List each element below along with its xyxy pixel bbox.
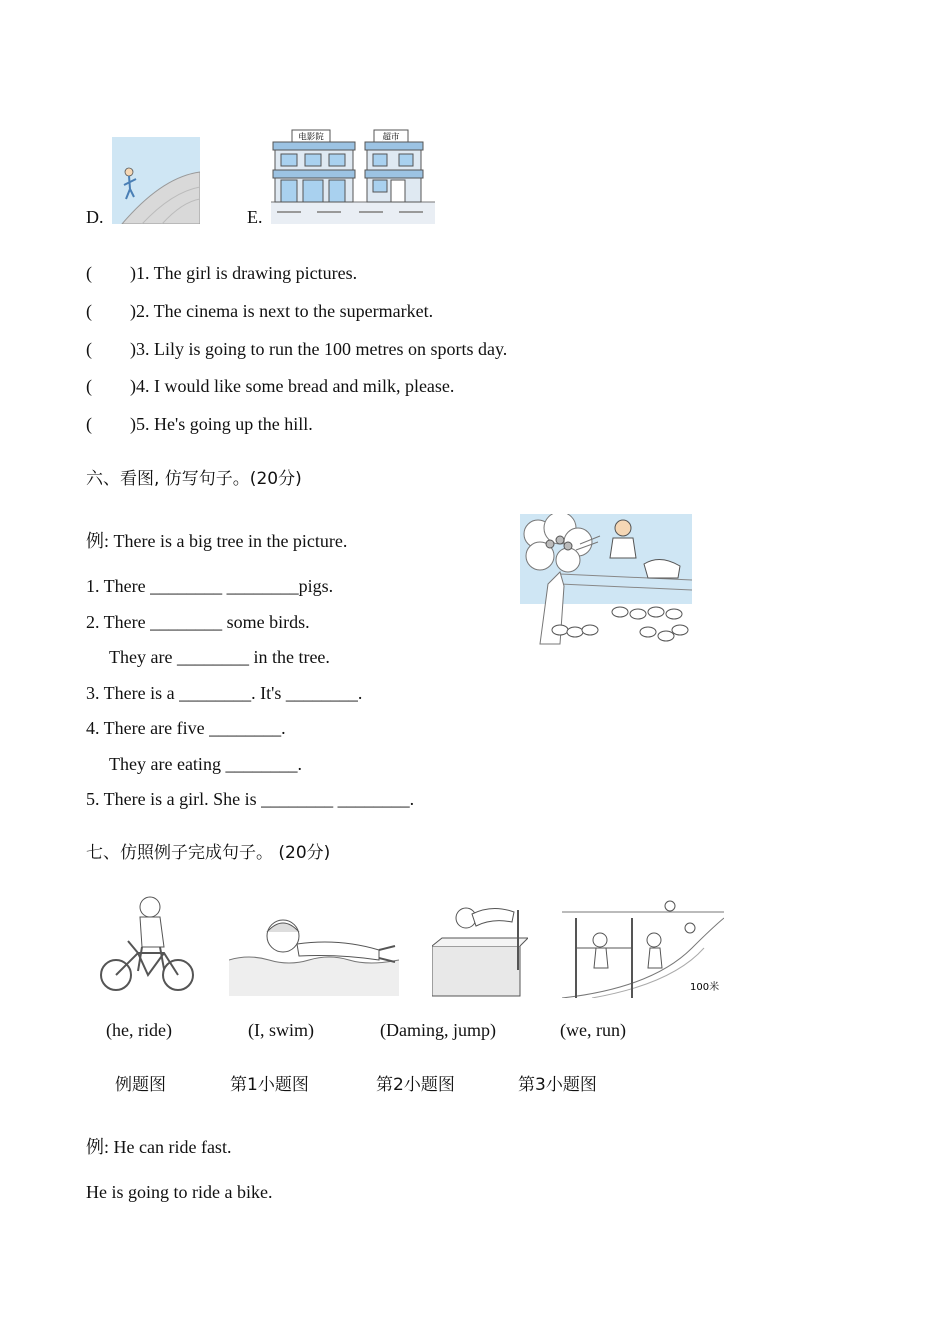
swimmer-picture [229, 908, 399, 996]
s6-line-1: 1. There ________ ________pigs. [86, 576, 334, 596]
option-d-label: D. [86, 207, 104, 227]
prompt-i-swim: (I, swim) [248, 1020, 314, 1040]
section-7-example-1: 例: He can ride fast. [86, 1137, 232, 1157]
track-label: 100米 [690, 982, 720, 993]
bike-rider-picture [98, 893, 196, 995]
supermarket-sign: 超市 [382, 132, 400, 143]
s6-line-5: 5. There is a girl. She is ________ ________. [86, 789, 415, 809]
section-6-example: 例: There is a big tree in the picture. [86, 531, 348, 551]
match-item-3: ( )3. Lily is going to run the 100 metres on sports day. [86, 339, 508, 359]
match-item-1: ( )1. The girl is drawing pictures. [86, 263, 358, 283]
option-e-label: E. [247, 207, 263, 227]
s6-line-4b: They are eating ________. [109, 754, 302, 774]
caption-example: 例题图 [115, 1075, 166, 1095]
s6-line-3: 3. There is a ________. It's ________. [86, 683, 363, 703]
s6-line-2: 2. There ________ some birds. [86, 612, 310, 632]
section-6-title: 六、看图, 仿写句子。(20分) [86, 469, 302, 489]
high-jump-picture [432, 900, 528, 998]
section-7-example-2: He is going to ride a bike. [86, 1182, 273, 1202]
farm-scene-picture [520, 514, 692, 652]
running-race-picture [562, 898, 724, 998]
caption-q3: 第3小题图 [518, 1075, 597, 1095]
prompt-he-ride: (he, ride) [106, 1020, 172, 1040]
match-item-4: ( )4. I would like some bread and milk, please. [86, 376, 455, 396]
cinema-sign: 电影院 [298, 132, 324, 143]
prompt-daming-jump: (Daming, jump) [380, 1020, 496, 1040]
section-7-title: 七、仿照例子完成句子。 (20分) [86, 843, 331, 863]
caption-q1: 第1小题图 [230, 1075, 309, 1095]
prompt-we-run: (we, run) [560, 1020, 626, 1040]
s6-line-4: 4. There are five ________. [86, 718, 286, 738]
match-item-2: ( )2. The cinema is next to the supermarket. [86, 301, 434, 321]
caption-q2: 第2小题图 [376, 1075, 455, 1095]
match-item-5: ( )5. He's going up the hill. [86, 414, 313, 434]
hill-picture [112, 137, 200, 224]
cinema-supermarket-picture [271, 128, 435, 224]
s6-line-2b: They are ________ in the tree. [109, 647, 330, 667]
